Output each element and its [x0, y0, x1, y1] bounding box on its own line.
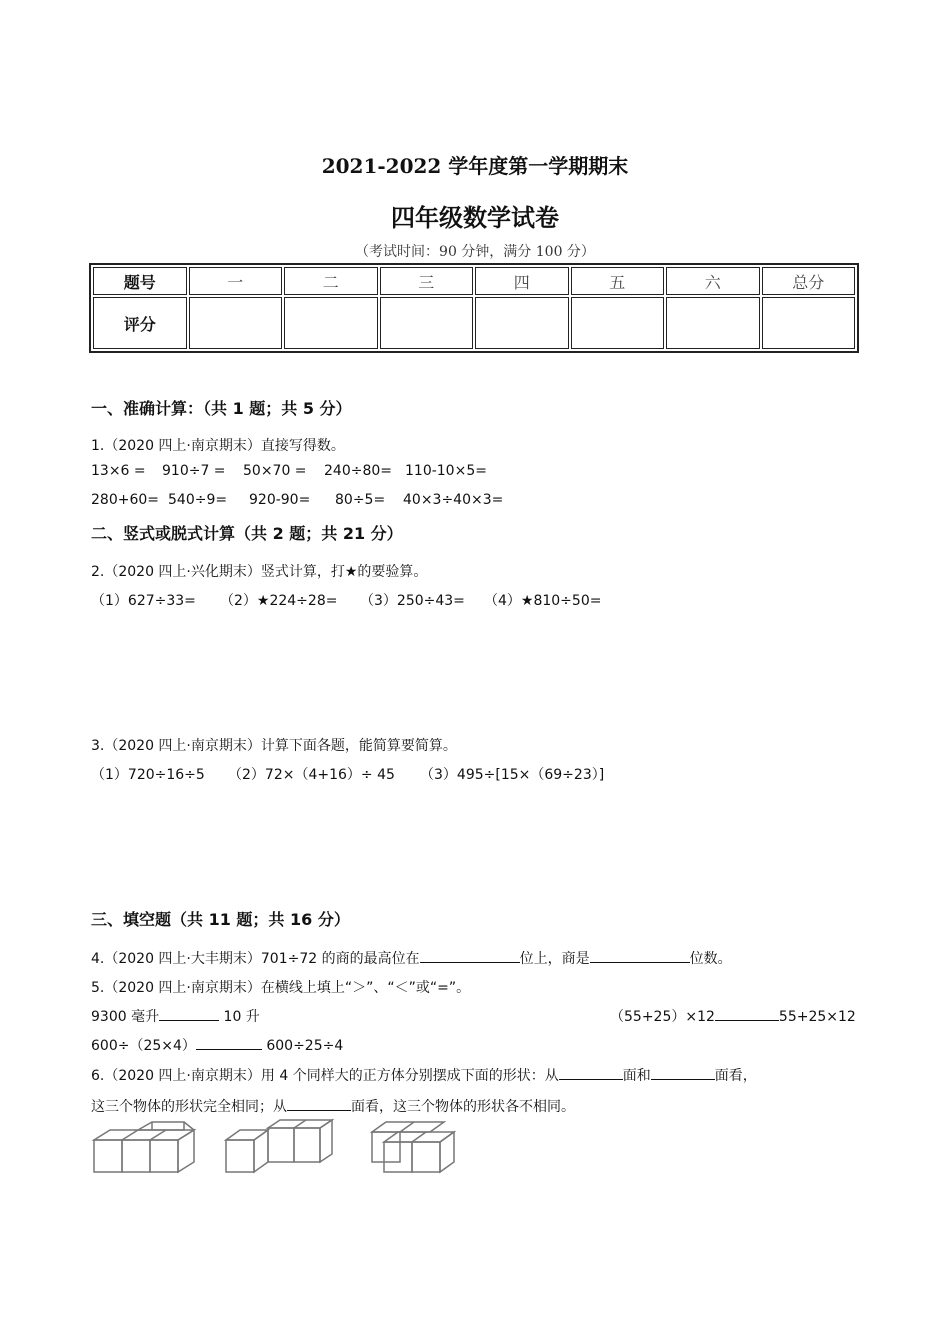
- q2-stem: 2.（2020 四上·兴化期末）竖式计算，打★的要验算。: [91, 564, 428, 580]
- q1-item: 13×6 =: [91, 463, 146, 479]
- q4-text-3: 位数。: [689, 951, 732, 967]
- q6-blank-2[interactable]: [651, 1065, 715, 1080]
- q6-line-1: [91, 1065, 757, 1085]
- cube-figures: [90, 1118, 460, 1178]
- q6-text-3: 面看，: [714, 1068, 757, 1084]
- q6-blank-1[interactable]: [559, 1065, 623, 1080]
- score-col-total: 总分: [762, 267, 856, 295]
- q4-text-2: 位上，商是: [519, 951, 590, 967]
- section-2-title: 二、竖式或脱式计算（共 2 题；共 21 分）: [91, 524, 403, 543]
- q4-text-1: 4.（2020 四上·大丰期末）701÷72 的商的最高位在: [91, 951, 420, 967]
- q6-text-4: 这三个物体的形状完全相同；从: [91, 1099, 287, 1115]
- q5-b-left: （55+25）×12: [610, 1009, 715, 1025]
- q1-item: 540÷9=: [168, 492, 228, 508]
- q1-stem: 1.（2020 四上·南京期末）直接写得数。: [91, 438, 345, 454]
- q6-text-1: 6.（2020 四上·南京期末）用 4 个同样大的正方体分别摆成下面的形状：从: [91, 1068, 559, 1084]
- score-cell[interactable]: [380, 297, 474, 349]
- cube-figure-3: [372, 1122, 454, 1172]
- q6-text-2: 面和: [622, 1068, 651, 1084]
- q5-b-blank[interactable]: [715, 1006, 779, 1021]
- q5-stem: 5.（2020 四上·南京期末）在横线上填上“＞”、“＜”或“=”。: [91, 980, 471, 996]
- score-cell[interactable]: [284, 297, 378, 349]
- section-3-title: 三、填空题（共 11 题；共 16 分）: [91, 910, 350, 929]
- score-cell[interactable]: [571, 297, 665, 349]
- q2-item: （3）250÷43=: [360, 593, 465, 609]
- q5-b-right: 55+25×12: [778, 1009, 856, 1025]
- score-table: [89, 263, 859, 353]
- q1-item: 80÷5=: [335, 492, 386, 508]
- score-col-3: 三: [380, 267, 474, 295]
- q3-stem: 3.（2020 四上·南京期末）计算下面各题，能简算要简算。: [91, 738, 457, 754]
- q5-c-left: 600÷（25×4）: [91, 1038, 196, 1054]
- q3-item: （2）72×（4+16）÷ 45: [228, 767, 395, 783]
- q1-item: 110-10×5=: [405, 463, 487, 479]
- q3-item: （3）495÷[15×（69÷23）]: [420, 767, 605, 783]
- section-1-title: 一、准确计算：（共 1 题；共 5 分）: [91, 399, 352, 418]
- q5-item-a: [91, 1006, 260, 1026]
- q5-c-blank[interactable]: [196, 1035, 262, 1050]
- q5-item-b: [610, 1006, 856, 1026]
- score-col-1: 一: [189, 267, 283, 295]
- q6-line-2: [91, 1096, 575, 1116]
- q5-a-blank[interactable]: [159, 1006, 219, 1021]
- q2-item: （4）★810÷50=: [484, 593, 602, 609]
- q4-blank-2[interactable]: [590, 948, 690, 963]
- exam-info: （考试时间：90 分钟，满分 100 分）: [355, 244, 595, 260]
- exam-title: 四年级数学试卷: [391, 204, 559, 232]
- score-cell[interactable]: [475, 297, 569, 349]
- score-cell[interactable]: [189, 297, 283, 349]
- score-col-5: 五: [571, 267, 665, 295]
- score-table-row-label: 评分: [93, 297, 187, 349]
- q5-c-right: 600÷25÷4: [266, 1038, 344, 1054]
- school-year-title: 2021-2022 学年度第一学期期末: [321, 154, 629, 178]
- q6-text-5: 面看，这三个物体的形状各不相同。: [351, 1099, 575, 1115]
- score-col-2: 二: [284, 267, 378, 295]
- score-table-header-label: 题号: [93, 267, 187, 295]
- q1-item: 910÷7 =: [162, 463, 226, 479]
- cube-figure-1: [94, 1122, 194, 1172]
- q5-a-left: 9300 毫升: [91, 1009, 160, 1025]
- q1-item: 50×70 =: [243, 463, 307, 479]
- q3-item: （1）720÷16÷5: [91, 767, 205, 783]
- q2-item: （2）★224÷28=: [220, 593, 338, 609]
- q4-blank-1[interactable]: [420, 948, 520, 963]
- q1-item: 240÷80=: [324, 463, 392, 479]
- q1-item: 280+60=: [91, 492, 159, 508]
- q4-line: [91, 948, 732, 968]
- q1-item: 920-90=: [249, 492, 311, 508]
- q6-blank-3[interactable]: [287, 1096, 351, 1111]
- score-cell[interactable]: [666, 297, 760, 349]
- score-col-4: 四: [475, 267, 569, 295]
- cube-figure-2: [226, 1120, 332, 1172]
- q1-item: 40×3÷40×3=: [403, 492, 504, 508]
- q5-a-right: 10 升: [223, 1009, 260, 1025]
- score-cell[interactable]: [762, 297, 856, 349]
- q2-item: （1）627÷33=: [91, 593, 196, 609]
- q5-item-c: [91, 1035, 343, 1055]
- score-col-6: 六: [666, 267, 760, 295]
